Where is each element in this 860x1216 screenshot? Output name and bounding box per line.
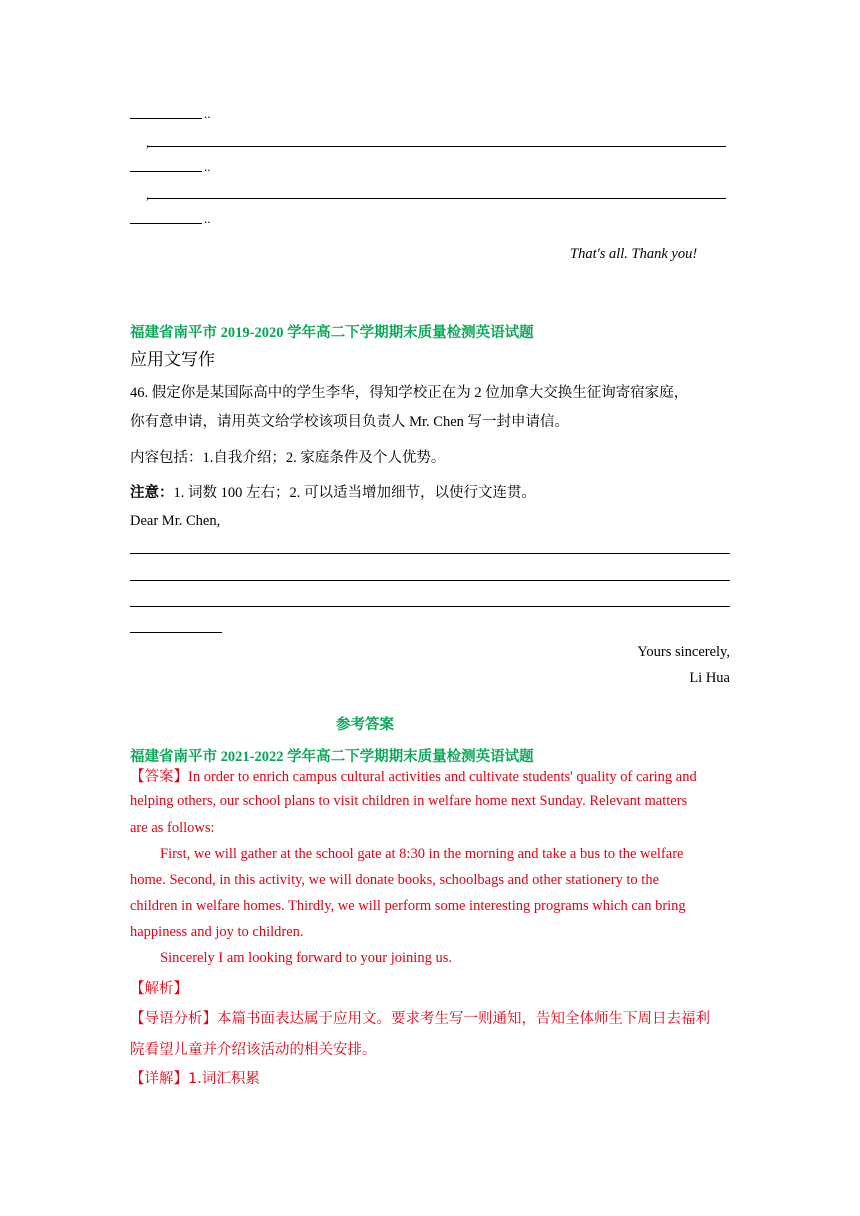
source-title: 福建省南平市 2019-2020 学年高二下学期期末质量检测英语试题	[130, 325, 534, 341]
answer-line	[130, 765, 730, 786]
content-requirements: 内容包括：1.自我介绍；2. 家庭条件及个人优势。	[130, 450, 446, 466]
blank-line	[148, 198, 726, 199]
blank-line	[130, 171, 202, 172]
answer-line: home. Second, in this activity, we will donate books, schoolbags and other stationery to the	[130, 872, 660, 888]
answer-line: are as follows:	[130, 820, 215, 836]
answer-line: happiness and joy to children.	[130, 924, 304, 940]
analysis-tag: 【解析】	[130, 981, 188, 997]
guide-line: 院看望儿童并介绍该活动的相关安排。	[130, 1042, 377, 1058]
note-line	[130, 484, 536, 503]
salutation: Dear Mr. Chen,	[130, 513, 221, 529]
answer-line: children in welfare homes. Thirdly, we will perform some interesting programs which can bring	[130, 898, 686, 914]
dots-mark: ..	[204, 106, 211, 121]
answer-line: First, we will gather at the school gate at 8:30 in the morning and take a bus to the welfare	[160, 846, 684, 862]
writing-line	[130, 553, 730, 554]
note-label: 注意：	[130, 485, 174, 501]
answers-title: 参考答案	[336, 717, 394, 733]
sign-off: Yours sincerely,	[637, 644, 730, 660]
dots-mark: ..	[204, 159, 211, 174]
guide-line	[130, 1007, 730, 1028]
answers-source-title: 福建省南平市 2021-2022 学年高二下学期期末质量检测英语试题	[130, 749, 534, 765]
blank-line	[148, 146, 726, 147]
guide-tag: 【导语分析】	[130, 1011, 217, 1027]
task-text: 你有意申请，请用英文给学校该项目负责人 Mr. Chen 写一封申请信。	[130, 414, 570, 430]
closing-line: That's all. Thank you!	[570, 246, 698, 262]
comma-mark: ,	[146, 187, 150, 202]
answer-line: helping others, our school plans to visit children in welfare home next Sunday. Relevant matters	[130, 793, 688, 809]
detail-line	[130, 1067, 730, 1088]
answer-text: In order to enrich campus cultural activities and cultivate students' quality of caring and	[188, 769, 697, 785]
comma-mark: ,	[146, 135, 150, 150]
writing-line	[130, 606, 730, 607]
detail-tag: 【详解】	[130, 1071, 188, 1087]
blank-line	[130, 118, 202, 119]
writing-line	[130, 580, 730, 581]
task-text: 46. 假定你是某国际高中的学生李华，得知学校正在为 2 位加拿大交换生征询寄宿家庭，	[130, 385, 689, 401]
answer-line: Sincerely I am looking forward to your joining us.	[160, 950, 452, 966]
blank-line	[130, 223, 202, 224]
signature: Li Hua	[689, 670, 730, 686]
section-heading: 应用文写作	[130, 350, 215, 370]
answer-tag: 【答案】	[130, 769, 188, 785]
guide-text: 本篇书面表达属于应用文。要求考生写一则通知，告知全体师生下周日去福利	[217, 1011, 710, 1027]
writing-line	[130, 632, 222, 633]
detail-text: 1.词汇积累	[188, 1071, 260, 1087]
dots-mark: ..	[204, 211, 211, 226]
note-text: 1. 词数 100 左右；2. 可以适当增加细节，以使行文连贯。	[173, 485, 536, 501]
